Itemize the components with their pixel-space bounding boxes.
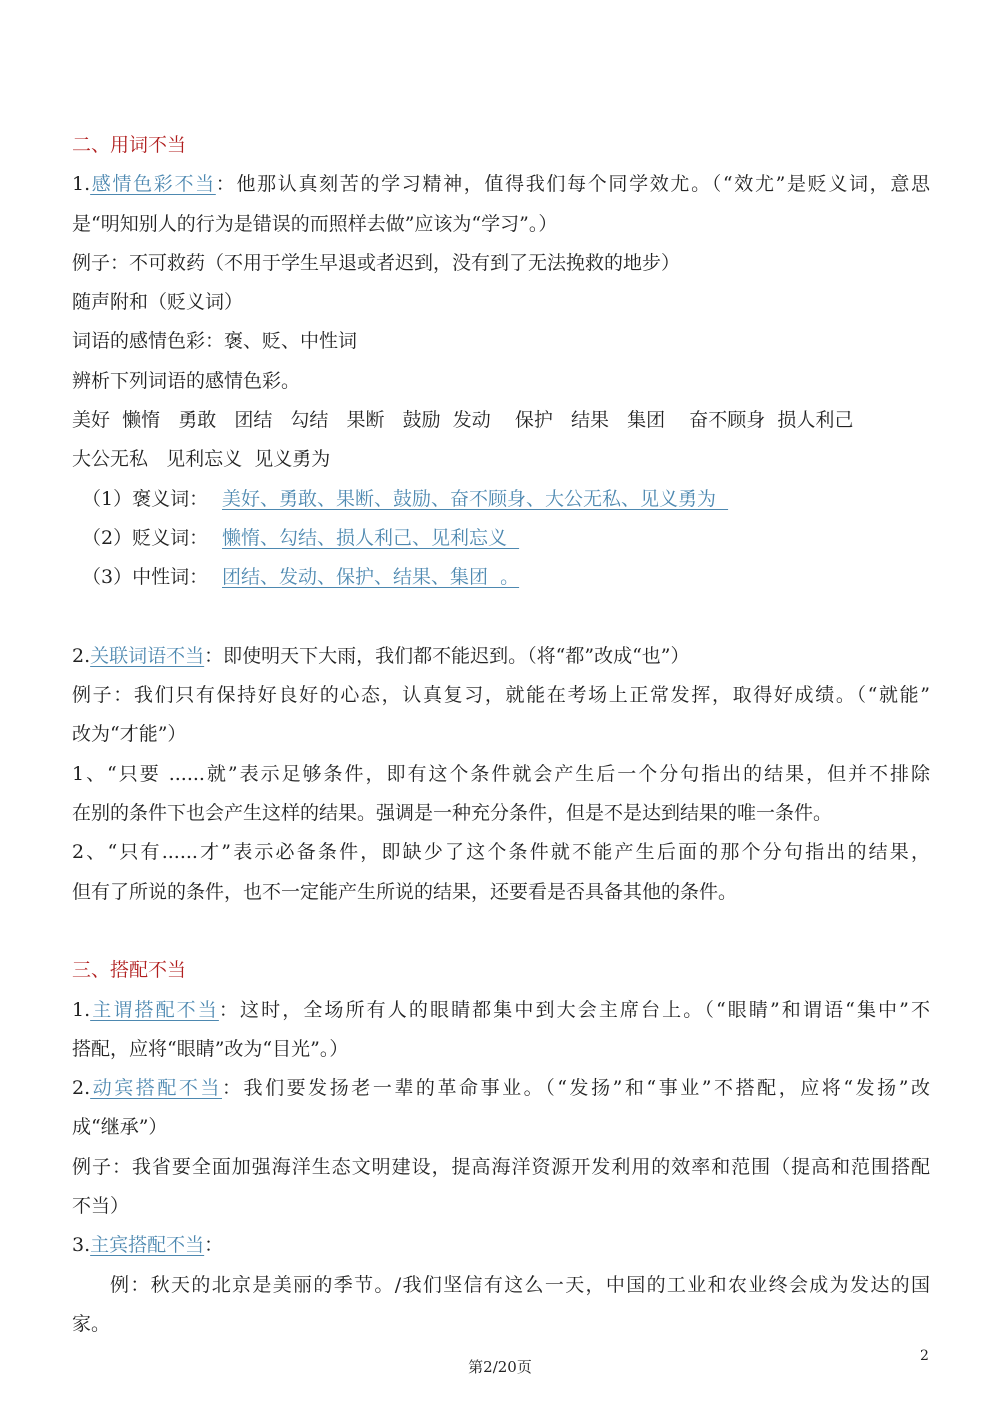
example-line: 不当） — [72, 1195, 130, 1218]
paragraph-line: 是“明知别人的行为是错误的而照样去做”应该为“学习”。） — [72, 212, 558, 235]
answer-label: （3）中性词： — [82, 566, 209, 589]
item-number: 1. — [72, 998, 91, 1021]
paragraph-line: 2、“只有......才”表示必备条件，即缺少了这个条件就不能产生后面的那个分句指出的结果， — [72, 841, 930, 864]
term-link[interactable]: 动宾搭配不当 — [90, 1077, 222, 1100]
term-link[interactable]: 主谓搭配不当 — [90, 998, 219, 1021]
answer-value: 团结、发动、保护、结果、集团 。 — [222, 566, 520, 589]
example-line: 例子：不可救药（不用于学生早退或者迟到，没有到了无法挽救的地步） — [72, 251, 681, 274]
paragraph-line — [72, 165, 930, 204]
text: ：他那认真刻苦的学习精神，值得我们每个同学效尤。（“效尤”是贬义词，意思 — [215, 173, 930, 196]
word-list: 美好 懒惰 勇敢 团结 勾结 果断 鼓励 发动 保护 结果 集团 奋不顾身 损人利己 — [72, 409, 854, 432]
answer-value: 懒惰、勾结、损人利己、见利忘义 — [222, 526, 520, 549]
page-number: 2 — [920, 1348, 929, 1364]
task-line: 辨析下列词语的感情色彩。 — [72, 369, 301, 392]
word-list: 大公无私 见利忘义 见义勇为 — [72, 448, 331, 471]
paragraph-line: 成“继承”） — [72, 1116, 168, 1139]
item-number: 1. — [72, 173, 91, 196]
text-line: 词语的感情色彩：褒、贬、中性词 — [72, 330, 358, 353]
note-line: 随声附和（贬义词） — [72, 291, 244, 314]
section-heading: 三、搭配不当 — [72, 959, 187, 982]
text: ：即使明天下大雨，我们都不能迟到。（将“都”改成“也”） — [204, 644, 690, 667]
term-link[interactable]: 感情色彩不当 — [90, 173, 216, 196]
answer-label: （2）贬义词： — [82, 526, 209, 549]
text: ： — [204, 1234, 224, 1257]
blank-line — [72, 912, 930, 951]
paragraph-line — [72, 1069, 930, 1108]
item-number: 3. — [72, 1234, 91, 1257]
term-link[interactable]: 主宾搭配不当 — [90, 1234, 205, 1257]
term-link[interactable]: 关联词语不当 — [90, 644, 205, 667]
text: ：这时，全场所有人的眼睛都集中到大会主席台上。（“眼睛”和谓语“集中”不 — [218, 998, 930, 1021]
answer-line — [72, 558, 930, 597]
paragraph-line: 搭配，应将“眼睛”改为“目光”。） — [72, 1037, 349, 1060]
document-body — [72, 126, 930, 1344]
paragraph-line — [72, 1226, 930, 1265]
paragraph-line: 在别的条件下也会产生这样的结果。强调是一种充分条件，但是不是达到结果的唯一条件。 — [72, 802, 833, 825]
item-number: 2. — [72, 1077, 91, 1100]
example-line: 例子：我们只有保持好良好的心态，认真复习，就能在考场上正常发挥，取得好成绩。（“就能” — [72, 684, 930, 707]
text: ：我们要发扬老一辈的革命事业。（“发扬”和“事业”不搭配，应将“发扬”改 — [221, 1077, 930, 1100]
answer-line — [72, 519, 930, 558]
example-line: 家。 — [72, 1312, 111, 1335]
answer-label: （1）褒义词： — [82, 487, 209, 510]
item-number: 2. — [72, 644, 91, 667]
section-heading: 二、用词不当 — [72, 134, 187, 156]
paragraph-line — [72, 991, 930, 1030]
paragraph-line: 但有了所说的条件，也不一定能产生所说的结果，还要看是否具备其他的条件。 — [72, 880, 738, 903]
example-line: 例：秋天的北京是美丽的季节。/我们坚信有这么一天，中国的工业和农业终会成为发达的国 — [110, 1273, 930, 1296]
paragraph-line — [72, 637, 930, 676]
paragraph-line: 1、“只要 ......就”表示足够条件，即有这个条件就会产生后一个分句指出的结果，但并不排除 — [72, 762, 930, 785]
example-line: 例子：我省要全面加强海洋生态文明建设，提高海洋资源开发利用的效率和范围（提高和范围搭配 — [72, 1155, 930, 1178]
answer-line — [72, 480, 930, 519]
page-footer: 第2/20页 — [468, 1358, 532, 1376]
example-line: 改为“才能”） — [72, 723, 187, 746]
blank-line — [72, 598, 930, 637]
answer-value: 美好、勇敢、果断、鼓励、奋不顾身、大公无私、见义勇为 — [222, 487, 729, 510]
